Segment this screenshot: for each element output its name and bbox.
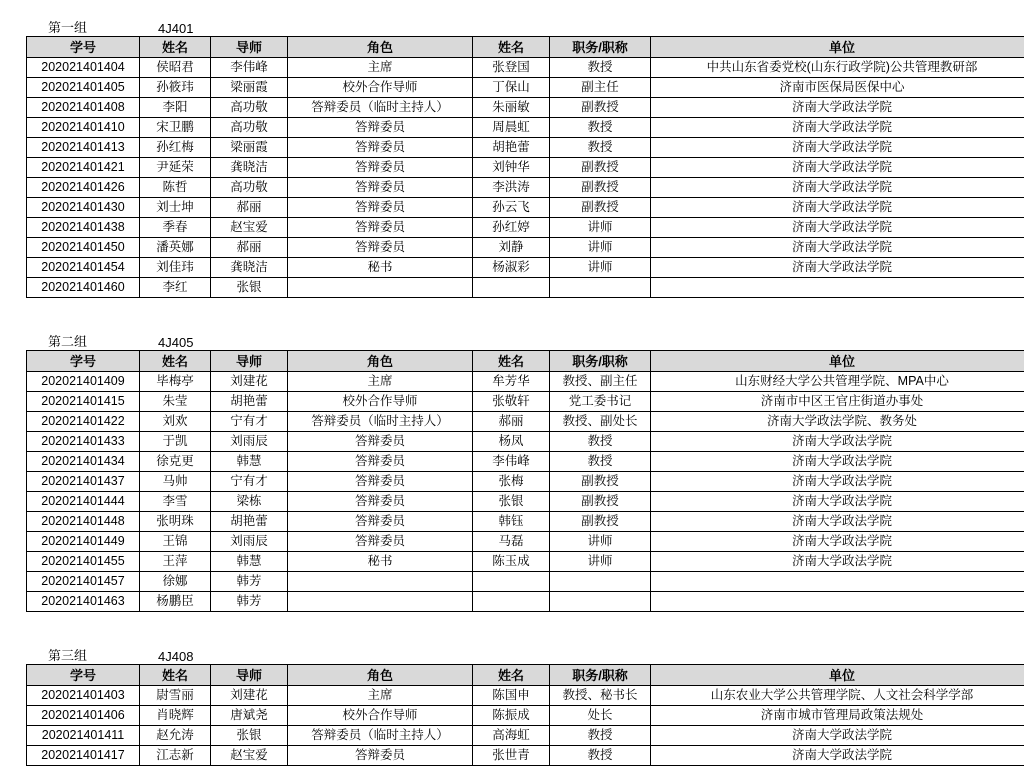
group-label-2: 第二组 [48,331,158,350]
cell-unit: 济南大学政法学院 [651,258,1024,278]
cell-student-name: 孙筱玮 [140,78,211,98]
cell-student-name: 陈哲 [140,178,211,198]
cell-student-id: 202021401410 [27,118,140,138]
cell-unit: 中共山东省委党校(山东行政学院)公共管理教研部 [651,58,1024,78]
table-row [27,512,1024,532]
cell-title: 讲师 [550,258,651,278]
table-row [27,78,1024,98]
cell-student-id: 202021401457 [27,572,140,592]
column-header-tutor: 导师 [211,665,288,686]
cell-tutor: 龚晓洁 [211,258,288,278]
cell-unit: 济南市医保局医保中心 [651,78,1024,98]
cell-unit: 济南大学政法学院 [651,532,1024,552]
cell-student-id: 202021401449 [27,532,140,552]
cell-member-name: 陈玉成 [473,552,550,572]
cell-tutor: 胡艳蕾 [211,512,288,532]
table-row [27,278,1024,298]
cell-student-id: 202021401415 [27,392,140,412]
cell-student-id: 202021401405 [27,78,140,98]
cell-member-name: 刘钟华 [473,158,550,178]
cell-tutor: 郝丽 [211,238,288,258]
cell-student-id: 202021401404 [27,58,140,78]
table-row [27,686,1024,706]
cell-role: 答辩委员 [288,452,473,472]
cell-role: 答辩委员 [288,432,473,452]
cell-unit: 济南大学政法学院 [651,432,1024,452]
group-block-3 [0,642,1024,766]
cell-member-name [473,592,550,612]
cell-tutor: 刘雨辰 [211,432,288,452]
cell-student-name: 赵允涛 [140,726,211,746]
cell-title [550,592,651,612]
cell-unit: 济南大学政法学院 [651,138,1024,158]
cell-role: 答辩委员 [288,178,473,198]
cell-member-name: 张世青 [473,746,550,766]
cell-student-name: 张明珠 [140,512,211,532]
table-row [27,412,1024,432]
cell-member-name: 胡艳蕾 [473,138,550,158]
cell-tutor: 张银 [211,278,288,298]
cell-unit [651,592,1024,612]
cell-student-name: 肖晓辉 [140,706,211,726]
cell-role: 主席 [288,372,473,392]
table-row [27,492,1024,512]
cell-student-id: 202021401426 [27,178,140,198]
cell-member-name: 高海虹 [473,726,550,746]
table-row [27,178,1024,198]
cell-student-name: 王锦 [140,532,211,552]
cell-tutor: 李伟峰 [211,58,288,78]
cell-student-id: 202021401417 [27,746,140,766]
cell-student-id: 202021401450 [27,238,140,258]
column-header-unit: 单位 [651,37,1024,58]
cell-title: 教授 [550,432,651,452]
table-header-row [27,37,1024,58]
cell-title [550,278,651,298]
cell-unit: 济南大学政法学院 [651,238,1024,258]
group-label-3: 第三组 [48,645,158,664]
cell-role: 答辩委员 [288,532,473,552]
group-header-1 [0,14,1024,36]
column-header-student-name: 姓名 [140,37,211,58]
cell-role: 答辩委员（临时主持人） [288,726,473,746]
cell-role: 秘书 [288,552,473,572]
cell-student-name: 宋卫鹏 [140,118,211,138]
group-room-3: 4J408 [158,649,193,664]
group-block-2 [0,328,1024,612]
cell-student-id: 202021401444 [27,492,140,512]
cell-member-name: 韩钰 [473,512,550,532]
cell-tutor: 宁有才 [211,472,288,492]
cell-title: 讲师 [550,552,651,572]
cell-tutor: 韩慧 [211,552,288,572]
cell-member-name: 马磊 [473,532,550,552]
cell-student-id: 202021401460 [27,278,140,298]
cell-student-name: 刘佳玮 [140,258,211,278]
table-row [27,572,1024,592]
cell-title: 讲师 [550,532,651,552]
cell-student-id: 202021401403 [27,686,140,706]
cell-unit [651,278,1024,298]
cell-role [288,592,473,612]
cell-member-name: 张登国 [473,58,550,78]
cell-student-name: 徐娜 [140,572,211,592]
cell-student-name: 尉雪丽 [140,686,211,706]
cell-student-id: 202021401437 [27,472,140,492]
group-spacer-1 [0,298,1024,328]
cell-student-name: 孙红梅 [140,138,211,158]
group-spacer-2 [0,612,1024,642]
cell-student-name: 马帅 [140,472,211,492]
group-header-2 [0,328,1024,350]
cell-role: 答辩委员（临时主持人） [288,98,473,118]
cell-title: 副教授 [550,98,651,118]
cell-unit: 济南大学政法学院 [651,178,1024,198]
cell-title: 教授 [550,118,651,138]
cell-student-name: 李雪 [140,492,211,512]
group-block-1 [0,14,1024,298]
group-table-2 [26,350,1024,612]
table-header-row [27,665,1024,686]
cell-member-name: 孙红婷 [473,218,550,238]
table-row [27,98,1024,118]
cell-member-name: 孙云飞 [473,198,550,218]
table-row [27,218,1024,238]
cell-tutor: 高功敬 [211,98,288,118]
cell-student-name: 于凯 [140,432,211,452]
cell-tutor: 刘建花 [211,372,288,392]
cell-tutor: 韩芳 [211,572,288,592]
cell-unit: 济南大学政法学院 [651,746,1024,766]
cell-unit: 济南大学政法学院 [651,552,1024,572]
cell-title: 讲师 [550,238,651,258]
table-row [27,58,1024,78]
group-table-1 [26,36,1024,298]
cell-member-name: 李洪涛 [473,178,550,198]
cell-unit: 济南大学政法学院 [651,512,1024,532]
column-header-student-id: 学号 [27,351,140,372]
cell-role: 答辩委员 [288,118,473,138]
cell-member-name [473,572,550,592]
cell-student-id: 202021401421 [27,158,140,178]
cell-student-name: 杨鹏臣 [140,592,211,612]
cell-role: 答辩委员 [288,492,473,512]
cell-student-id: 202021401413 [27,138,140,158]
cell-student-name: 王萍 [140,552,211,572]
cell-unit: 济南大学政法学院 [651,158,1024,178]
cell-title: 讲师 [550,218,651,238]
cell-member-name: 杨凤 [473,432,550,452]
cell-member-name: 张敬轩 [473,392,550,412]
cell-student-id: 202021401438 [27,218,140,238]
column-header-role: 角色 [288,665,473,686]
cell-role: 答辩委员 [288,746,473,766]
cell-tutor: 胡艳蕾 [211,392,288,412]
cell-title: 副教授 [550,512,651,532]
cell-title: 副主任 [550,78,651,98]
cell-tutor: 龚晓洁 [211,158,288,178]
cell-member-name: 周晨虹 [473,118,550,138]
column-header-member-name: 姓名 [473,37,550,58]
cell-student-name: 尹延荣 [140,158,211,178]
cell-unit: 山东农业大学公共管理学院、人文社会科学学部 [651,686,1024,706]
cell-student-name: 徐克更 [140,452,211,472]
cell-tutor: 韩慧 [211,452,288,472]
cell-unit: 济南大学政法学院 [651,492,1024,512]
table-row [27,726,1024,746]
cell-tutor: 赵宝爱 [211,746,288,766]
column-header-unit: 单位 [651,351,1024,372]
cell-student-name: 朱莹 [140,392,211,412]
cell-member-name: 丁保山 [473,78,550,98]
table-row [27,372,1024,392]
table-row [27,258,1024,278]
cell-role [288,572,473,592]
table-row [27,158,1024,178]
cell-title: 教授 [550,58,651,78]
table-row [27,532,1024,552]
cell-unit: 山东财经大学公共管理学院、MPA中心 [651,372,1024,392]
column-header-unit: 单位 [651,665,1024,686]
cell-role: 答辩委员 [288,158,473,178]
cell-student-id: 202021401408 [27,98,140,118]
cell-member-name: 张银 [473,492,550,512]
cell-student-id: 202021401454 [27,258,140,278]
cell-unit: 济南市中区王官庄街道办事处 [651,392,1024,412]
cell-student-id: 202021401430 [27,198,140,218]
cell-unit: 济南大学政法学院 [651,472,1024,492]
cell-student-id: 202021401409 [27,372,140,392]
column-header-student-name: 姓名 [140,351,211,372]
cell-unit: 济南大学政法学院 [651,726,1024,746]
cell-role: 秘书 [288,258,473,278]
cell-title: 副教授 [550,492,651,512]
table-row [27,432,1024,452]
column-header-student-id: 学号 [27,37,140,58]
cell-title: 教授、副主任 [550,372,651,392]
cell-student-name: 潘英娜 [140,238,211,258]
cell-role: 主席 [288,58,473,78]
table-header-row [27,351,1024,372]
cell-student-id: 202021401448 [27,512,140,532]
cell-role: 答辩委员 [288,218,473,238]
group-room-2: 4J405 [158,335,193,350]
cell-tutor: 梁丽霞 [211,138,288,158]
cell-role: 答辩委员 [288,238,473,258]
cell-unit: 济南大学政法学院、教务处 [651,412,1024,432]
cell-member-name: 陈国申 [473,686,550,706]
cell-tutor: 梁丽霞 [211,78,288,98]
cell-title: 副教授 [550,472,651,492]
group-header-3 [0,642,1024,664]
cell-title: 教授 [550,138,651,158]
cell-student-name: 江志新 [140,746,211,766]
table-row [27,472,1024,492]
column-header-title: 职务/职称 [550,665,651,686]
group-table-3 [26,664,1024,766]
table-row [27,592,1024,612]
group-room-1: 4J401 [158,21,193,36]
cell-unit: 济南大学政法学院 [651,218,1024,238]
cell-title [550,572,651,592]
cell-student-name: 李红 [140,278,211,298]
cell-tutor: 郝丽 [211,198,288,218]
cell-role: 答辩委员 [288,472,473,492]
cell-role: 答辩委员 [288,512,473,532]
cell-unit [651,572,1024,592]
table-row [27,238,1024,258]
cell-tutor: 赵宝爱 [211,218,288,238]
group-label-1: 第一组 [48,17,158,36]
table-row [27,198,1024,218]
column-header-role: 角色 [288,351,473,372]
cell-role [288,278,473,298]
cell-student-name: 侯昭君 [140,58,211,78]
cell-student-id: 202021401406 [27,706,140,726]
table-row [27,746,1024,766]
column-header-tutor: 导师 [211,351,288,372]
cell-title: 教授 [550,726,651,746]
cell-unit: 济南市城市管理局政策法规处 [651,706,1024,726]
cell-member-name: 李伟峰 [473,452,550,472]
column-header-member-name: 姓名 [473,351,550,372]
cell-role: 答辩委员（临时主持人） [288,412,473,432]
cell-tutor: 唐斌尧 [211,706,288,726]
cell-student-name: 李阳 [140,98,211,118]
cell-student-id: 202021401455 [27,552,140,572]
cell-role: 校外合作导师 [288,78,473,98]
cell-role: 答辩委员 [288,198,473,218]
cell-member-name: 刘静 [473,238,550,258]
cell-member-name: 朱丽敏 [473,98,550,118]
cell-role: 答辩委员 [288,138,473,158]
cell-student-name: 刘士坤 [140,198,211,218]
column-header-title: 职务/职称 [550,37,651,58]
table-row [27,118,1024,138]
cell-role: 校外合作导师 [288,392,473,412]
column-header-student-id: 学号 [27,665,140,686]
cell-student-name: 季春 [140,218,211,238]
cell-student-id: 202021401434 [27,452,140,472]
cell-role: 校外合作导师 [288,706,473,726]
cell-tutor: 高功敬 [211,178,288,198]
cell-title: 教授 [550,746,651,766]
table-row [27,138,1024,158]
cell-tutor: 韩芳 [211,592,288,612]
column-header-tutor: 导师 [211,37,288,58]
cell-member-name: 张梅 [473,472,550,492]
cell-unit: 济南大学政法学院 [651,198,1024,218]
table-row [27,706,1024,726]
cell-member-name [473,278,550,298]
cell-title: 党工委书记 [550,392,651,412]
cell-student-name: 刘欢 [140,412,211,432]
cell-title: 教授、秘书长 [550,686,651,706]
column-header-member-name: 姓名 [473,665,550,686]
cell-tutor: 刘建花 [211,686,288,706]
cell-title: 教授、副处长 [550,412,651,432]
table-row [27,452,1024,472]
top-spacer [0,0,1024,14]
cell-tutor: 宁有才 [211,412,288,432]
cell-tutor: 刘雨辰 [211,532,288,552]
cell-member-name: 陈振成 [473,706,550,726]
cell-student-id: 202021401422 [27,412,140,432]
cell-tutor: 张银 [211,726,288,746]
column-header-role: 角色 [288,37,473,58]
cell-member-name: 郝丽 [473,412,550,432]
cell-role: 主席 [288,686,473,706]
cell-tutor: 高功敬 [211,118,288,138]
cell-student-id: 202021401463 [27,592,140,612]
cell-title: 教授 [550,452,651,472]
cell-unit: 济南大学政法学院 [651,118,1024,138]
cell-unit: 济南大学政法学院 [651,98,1024,118]
cell-title: 副教授 [550,178,651,198]
column-header-student-name: 姓名 [140,665,211,686]
column-header-title: 职务/职称 [550,351,651,372]
cell-student-id: 202021401411 [27,726,140,746]
table-row [27,392,1024,412]
cell-member-name: 杨淑彩 [473,258,550,278]
cell-title: 处长 [550,706,651,726]
table-row [27,552,1024,572]
cell-tutor: 梁栋 [211,492,288,512]
cell-title: 副教授 [550,198,651,218]
cell-student-id: 202021401433 [27,432,140,452]
cell-member-name: 牟芳华 [473,372,550,392]
cell-title: 副教授 [550,158,651,178]
cell-unit: 济南大学政法学院 [651,452,1024,472]
cell-student-name: 毕梅亭 [140,372,211,392]
